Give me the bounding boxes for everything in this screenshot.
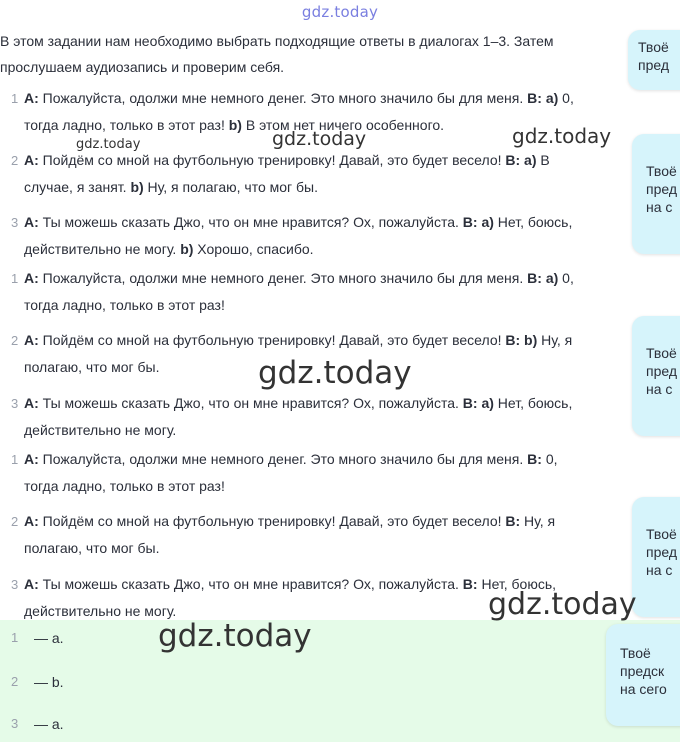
speaker-b-label: B: b): [505, 332, 538, 348]
option-label: b): [180, 241, 194, 257]
row-number: 2: [11, 514, 19, 529]
bubble-text: на с: [646, 199, 673, 215]
dialog-text: тогда ладно, только в этот раз!: [24, 297, 225, 313]
watermark-top: gdz.today: [301, 3, 379, 21]
dialog-text: действительно не могу.: [24, 422, 177, 438]
row-number: 2: [11, 153, 19, 168]
dialog-text: Ты можешь сказать Джо, что он мне нравится? Ох, пожалуйста.: [38, 214, 463, 230]
speaker-a-label: A:: [24, 270, 39, 286]
dialog-text: Ну, я полагаю, что мог бы.: [143, 179, 319, 195]
row-number: 1: [11, 452, 19, 467]
bubble-text: на с: [646, 381, 673, 397]
answer-number: 1: [11, 630, 19, 645]
dialog-row: [0, 209, 640, 263]
bubble-text: Твоё: [646, 526, 677, 542]
row-number: 3: [11, 396, 19, 411]
row-number: 1: [11, 91, 19, 106]
speaker-b-label: B: a): [462, 395, 494, 411]
dialog-row: [0, 147, 640, 201]
watermark: gdz.today: [488, 587, 637, 622]
watermark: gdz.today: [76, 137, 141, 152]
bubble-text: предск: [620, 663, 665, 679]
prediction-bubble[interactable]: [606, 624, 680, 726]
dialog-text: Пожалуйста, одолжи мне немного денег. Это много значило бы для меня.: [38, 90, 528, 106]
dialog-text: Ты можешь сказать Джо, что он мне нравится? Ох, пожалуйста.: [38, 395, 463, 411]
speaker-b-label: B: a): [505, 152, 537, 168]
speaker-a-label: A:: [24, 214, 39, 230]
dialog-text: В этом нет ничего особенного.: [241, 117, 445, 133]
dialog-row: [0, 390, 640, 444]
watermark: gdz.today: [258, 355, 412, 391]
intro-line-2: прослушаем аудиозапись и проверим себя.: [0, 59, 285, 75]
option-label: b): [130, 179, 144, 195]
bubble-text: пред: [646, 181, 678, 197]
speaker-b-label: B: a): [462, 214, 494, 230]
dialog-text: Пойдём со мной на футбольную тренировку! Давай, это будет весело!: [38, 513, 506, 529]
row-number: 2: [11, 333, 19, 348]
intro-line-1: В этом задании нам необходимо выбрать подходящие ответы в диалогах 1–3. Затем: [0, 33, 554, 49]
bubble-text: пред: [638, 57, 670, 73]
dialog-row: [0, 265, 640, 319]
answer-text: — b.: [34, 674, 64, 690]
intro-text: [0, 28, 640, 80]
bubble-text: Твоё: [646, 345, 677, 361]
dialog-text: 0,: [558, 270, 574, 286]
dialog-text: 0,: [541, 451, 558, 467]
dialog-text: полагаю, что мог бы.: [24, 359, 160, 375]
speaker-a-label: A:: [24, 451, 39, 467]
row-number: 3: [11, 577, 19, 592]
watermark: gdz.today: [512, 124, 612, 148]
bubble-text: на сего: [620, 681, 667, 697]
dialog-text: тогда ладно, только в этот раз!: [24, 478, 225, 494]
dialog-text: Нет, боюсь,: [477, 576, 557, 592]
speaker-a-label: A:: [24, 152, 39, 168]
option-label: b): [228, 117, 242, 133]
dialog-text: Ты можешь сказать Джо, что он мне нравится? Ох, пожалуйста.: [38, 576, 463, 592]
dialog-text: Пойдём со мной на футбольную тренировку! Давай, это будет весело!: [38, 152, 506, 168]
speaker-b-label: B:: [505, 513, 521, 529]
dialog-text: Пойдём со мной на футбольную тренировку! Давай, это будет весело!: [38, 332, 506, 348]
watermark: gdz.today: [158, 618, 312, 654]
dialog-text: Ну, я: [537, 332, 573, 348]
answer-text: — a.: [34, 630, 64, 646]
dialog-text: Пожалуйста, одолжи мне немного денег. Это много значило бы для меня.: [38, 451, 528, 467]
speaker-b-label: B: a): [527, 90, 559, 106]
prediction-bubble[interactable]: [628, 30, 680, 90]
dialog-text: тогда ладно, только в этот раз!: [24, 117, 229, 133]
bubble-text: Твоё: [638, 39, 669, 55]
bubble-text: пред: [646, 544, 678, 560]
dialog-text: Хорошо, спасибо.: [193, 241, 314, 257]
answers-panel: [0, 620, 680, 742]
dialog-text: Нет, боюсь,: [493, 395, 573, 411]
dialog-row: [0, 446, 640, 500]
dialog-text: действительно не могу.: [24, 603, 177, 619]
speaker-a-label: A:: [24, 90, 39, 106]
watermark: gdz.today: [272, 128, 367, 150]
speaker-a-label: A:: [24, 576, 39, 592]
answer-number: 3: [11, 716, 19, 731]
speaker-a-label: A:: [24, 513, 39, 529]
prediction-bubble[interactable]: [632, 497, 680, 617]
speaker-b-label: B: a): [527, 270, 559, 286]
dialog-text: Пожалуйста, одолжи мне немного денег. Это много значило бы для меня.: [38, 270, 528, 286]
row-number: 3: [11, 215, 19, 230]
dialog-text: случае, я занят.: [24, 179, 131, 195]
answer-text: — a.: [34, 716, 64, 732]
dialog-text: 0,: [558, 90, 574, 106]
speaker-a-label: A:: [24, 395, 39, 411]
row-number: 1: [11, 271, 19, 286]
bubble-text: на с: [646, 562, 673, 578]
bubble-text: Твоё: [620, 645, 651, 661]
prediction-bubble[interactable]: [632, 316, 680, 436]
prediction-bubble[interactable]: [632, 134, 680, 254]
answer-number: 2: [11, 674, 19, 689]
bubble-text: пред: [646, 363, 678, 379]
dialog-text: полагаю, что мог бы.: [24, 540, 160, 556]
dialog-row: [0, 508, 640, 562]
speaker-a-label: A:: [24, 332, 39, 348]
speaker-b-label: B:: [527, 451, 542, 467]
dialog-text: Ну, я: [520, 513, 556, 529]
dialog-text: действительно не могу.: [24, 241, 181, 257]
dialog-text: В: [536, 152, 550, 168]
speaker-b-label: B:: [462, 576, 478, 592]
bubble-text: Твоё: [646, 163, 677, 179]
dialog-text: Нет, боюсь,: [493, 214, 573, 230]
